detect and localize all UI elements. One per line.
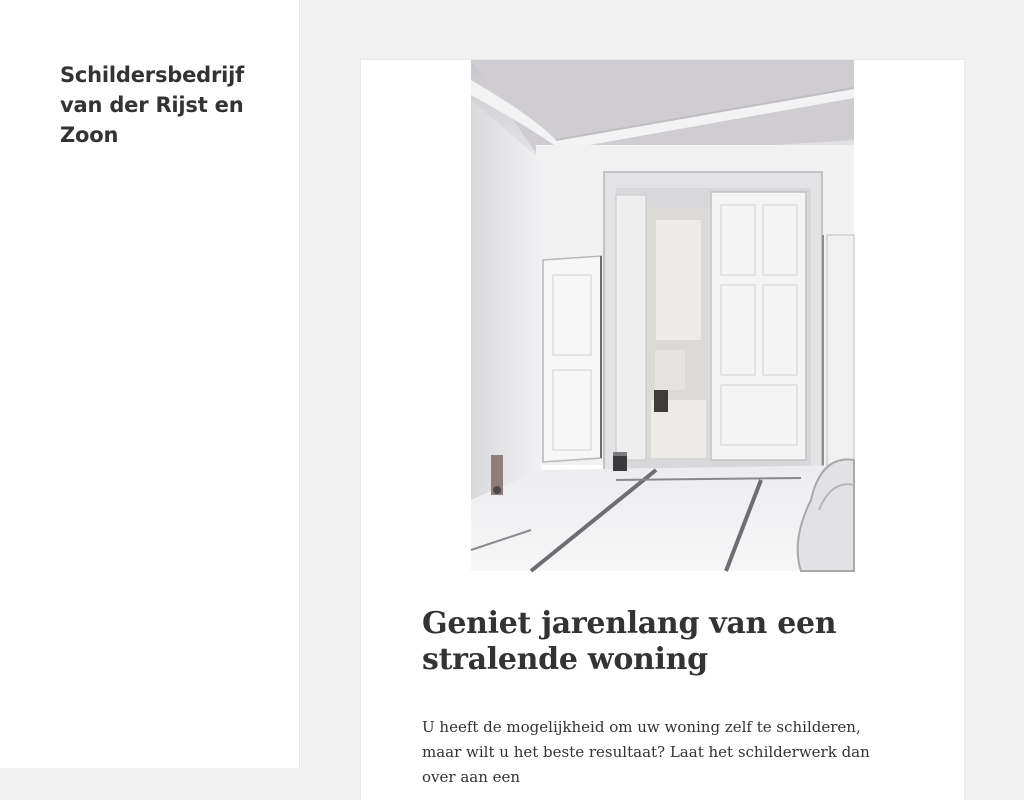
room-photo <box>471 60 854 571</box>
post-title[interactable]: Geniet jarenlang van een stralende woning <box>422 606 837 677</box>
post-card <box>361 60 964 800</box>
main-content <box>301 0 1024 786</box>
featured-image[interactable] <box>471 60 854 571</box>
sidebar <box>0 0 300 768</box>
site-title-link[interactable]: Schildersbedrijf van der Rijst en Zoon <box>60 63 245 147</box>
post-excerpt: U heeft de mogelijkheid om uw woning zelf te schilderen, maar wilt u het beste resultaat? Laat het schilderwerk dan over aan een <box>422 718 870 786</box>
